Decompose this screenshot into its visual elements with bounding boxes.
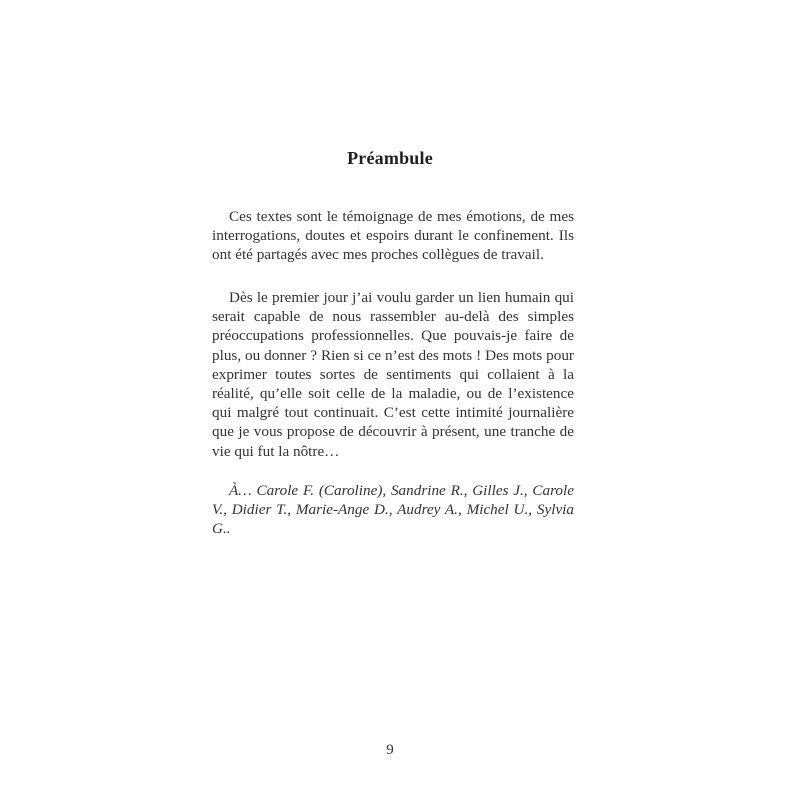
paragraph-text: Dès le premier jour j’ai voulu garder un lien humain qui serait capable de nous rassembler au-delà des simples préoccupations professionnelles. Que pouvais-je faire de plus, ou donner ? Rien si ce n’est des mots ! Des mots pour exprimer toutes sortes de sentiments qui collaient à la réalité, qu’elle soit celle de la maladie, ou de l’existence qui malgré tout continuait. C’est cette intimité journalière que je vous propose de découvrir à présent, une tranche de vie qui fut la nôtre…	[212, 289, 574, 460]
page-title: Préambule	[347, 148, 433, 168]
dedication-text: À… Carole F. (Caroline), Sandrine R., Gilles J., Carole V., Didier T., Marie-Ange D., Audrey A., Michel U., Sylvia G..	[212, 482, 574, 538]
paragraph-text: Ces textes sont le témoignage de mes émotions, de mes interrogations, doutes et espoirs durant le confinement. Ils ont été partagés avec mes proches collègues de travail.	[212, 208, 574, 264]
paragraph-main	[212, 288, 574, 461]
paragraph-intro	[212, 207, 574, 265]
dedication	[212, 481, 574, 539]
page-number: 9	[386, 742, 394, 758]
